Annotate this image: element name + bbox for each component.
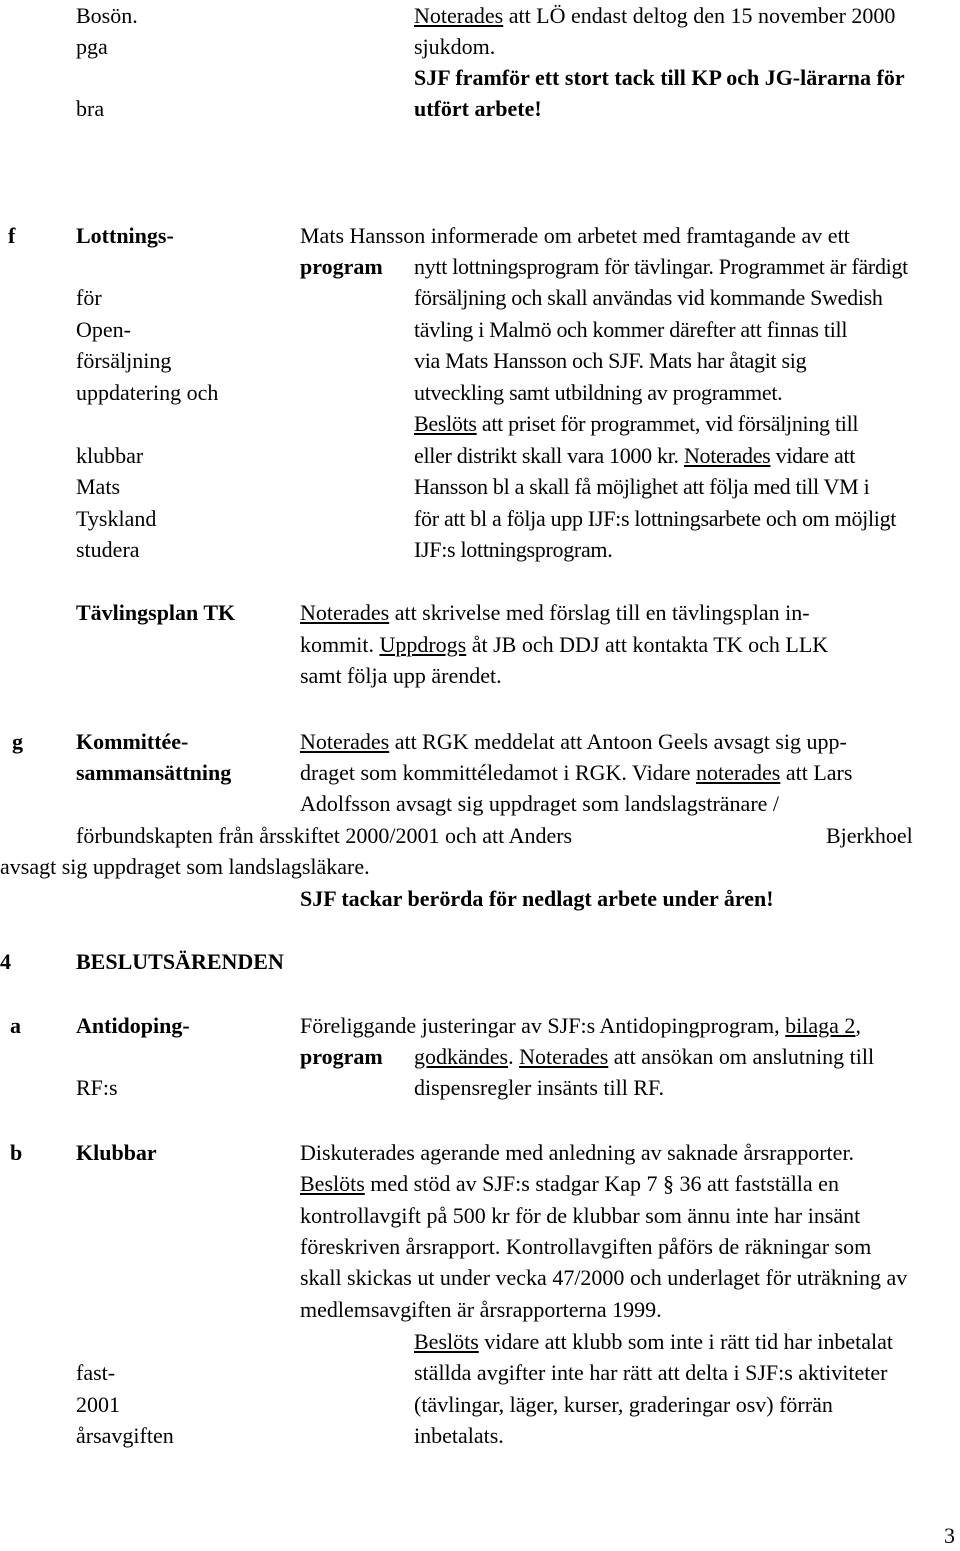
body-line: kontrollavgift på 500 kr för de klubbar som ännu inte har insänt [300, 1203, 861, 1228]
section-heading: program [300, 254, 383, 279]
body-line: Diskuterades agerande med anledning av saknade årsrapporter. [300, 1140, 855, 1165]
top-thanks-line: utfört arbete! [414, 96, 542, 121]
keyword-uppdrogs: Uppdrogs [379, 632, 467, 657]
body-line: föreskriven årsrapport. Kontrollavgiften påförs de räkningar som [300, 1234, 872, 1259]
section-letter: f [8, 223, 16, 248]
body-line: Föreliggande justeringar av SJF:s Antidopingprogram, bilaga 2, [300, 1013, 861, 1038]
keyword-noterades: Noterades [300, 600, 390, 625]
body-line: samt följa upp ärendet. [300, 663, 502, 688]
body-line: eller distrikt skall vara 1000 kr. Noterades vidare att [414, 443, 856, 468]
body-line: Adolfsson avsagt sig uppdraget som landslagstränare / [300, 791, 780, 816]
body-line: dispensregler insänts till RF. [414, 1075, 665, 1100]
body-line: medlemsavgiften är årsrapporterna 1999. [300, 1297, 662, 1322]
body-line: godkändes. Noterades att ansökan om anslutning till [414, 1044, 875, 1069]
body-line: Hansson bl a skall få möjlighet att följa med till VM i [414, 474, 870, 499]
section-letter: a [10, 1013, 21, 1038]
section-heading: Kommittée- [76, 729, 189, 754]
keyword-noterades: Noterades [519, 1044, 609, 1069]
body-line: (tävlingar, läger, kurser, graderingar osv) förrän [414, 1392, 833, 1417]
keyword-noterades: Noterades [683, 443, 771, 468]
keyword-beslots: Beslöts [300, 1171, 365, 1196]
page-number: 3 [944, 1523, 955, 1548]
section-letter: b [10, 1140, 23, 1165]
body-line: kommit. Uppdrogs åt JB och DDJ att kontakta TK och LLK [300, 632, 829, 657]
top-note-line: sjukdom. [414, 34, 496, 59]
section-heading: Lottnings- [76, 223, 174, 248]
left-margin-text: fast- [76, 1360, 116, 1385]
body-line: inbetalats. [414, 1423, 504, 1448]
chapter-title: BESLUTSÄRENDEN [76, 949, 284, 974]
body-line: ställda avgifter inte har rätt att delta i SJF:s aktiviteter [414, 1360, 888, 1385]
body-line: Bjerkhoel [826, 823, 913, 848]
top-left-text: Bosön. [76, 3, 138, 28]
left-margin-text: Open- [76, 317, 131, 342]
section-heading: sammansättning [76, 760, 232, 785]
body-line: utveckling samt utbildning av programmet. [414, 380, 783, 405]
left-margin-text: försäljning [76, 348, 172, 373]
section-heading: Klubbar [76, 1140, 157, 1165]
left-margin-text: för [76, 285, 102, 310]
left-margin-text: klubbar [76, 443, 144, 468]
left-margin-text: Mats [76, 474, 120, 499]
keyword-beslots: Beslöts [414, 411, 477, 436]
body-line: skall skickas ut under vecka 47/2000 och underlaget för uträkning av [300, 1265, 908, 1290]
section-letter: g [12, 729, 23, 754]
section-heading: program [300, 1044, 383, 1069]
keyword-godkandes: godkändes [414, 1044, 509, 1069]
body-line: Beslöts att priset för programmet, vid försäljning till [414, 411, 859, 436]
section-heading: Antidoping- [76, 1013, 190, 1038]
thanks-line: SJF tackar berörda för nedlagt arbete under åren! [300, 886, 774, 911]
keyword-beslots: Beslöts [414, 1329, 479, 1354]
body-line: nytt lottningsprogram för tävlingar. Programmet är färdigt [414, 254, 908, 279]
top-left-text: pga [76, 34, 108, 59]
left-margin-text: uppdatering och [76, 380, 219, 405]
left-margin-text: årsavgiften [76, 1423, 174, 1448]
body-line: avsagt sig uppdraget som landslagsläkare. [0, 854, 370, 879]
body-line: Noterades att RGK meddelat att Antoon Geels avsagt sig upp- [300, 729, 847, 754]
body-line: draget som kommittéledamot i RGK. Vidare noterades att Lars [300, 760, 853, 785]
left-margin-text: studera [76, 537, 140, 562]
top-thanks-line: SJF framför ett stort tack till KP och JG-lärarna för [414, 65, 905, 90]
top-left-text: bra [76, 96, 105, 121]
keyword-noterades: noterades [696, 760, 781, 785]
body-line: via Mats Hansson och SJF. Mats har åtagit sig [414, 348, 807, 373]
body-line: Beslöts vidare att klubb som inte i rätt tid har inbetalat [414, 1329, 894, 1354]
body-line: tävling i Malmö och kommer därefter att finnas till [414, 317, 848, 342]
body-line: Noterades att skrivelse med förslag till en tävlingsplan in- [300, 600, 810, 625]
keyword-noterades: Noterades [414, 3, 504, 28]
body-line: försäljning och skall användas vid kommande Swedish [414, 285, 883, 310]
body-line: Beslöts med stöd av SJF:s stadgar Kap 7 § 36 att fastställa en [300, 1171, 839, 1196]
keyword-noterades: Noterades [300, 729, 390, 754]
top-note-line: Noterades att LÖ endast deltog den 15 november 2000 [414, 3, 896, 28]
section-heading: Tävlingsplan TK [76, 600, 236, 625]
body-line: för att bl a följa upp IJF:s lottningsarbete och om möjligt [414, 506, 897, 531]
chapter-number: 4 [0, 949, 11, 974]
body-line: förbundskapten från årsskiftet 2000/2001 och att Anders [76, 823, 573, 848]
keyword-bilaga: bilaga 2 [785, 1013, 856, 1038]
body-line: IJF:s lottningsprogram. [414, 537, 613, 562]
body-line: Mats Hansson informerade om arbetet med framtagande av ett [300, 223, 850, 248]
left-margin-text: 2001 [76, 1392, 120, 1417]
left-margin-text: Tyskland [76, 506, 157, 531]
left-margin-text: RF:s [76, 1075, 118, 1100]
